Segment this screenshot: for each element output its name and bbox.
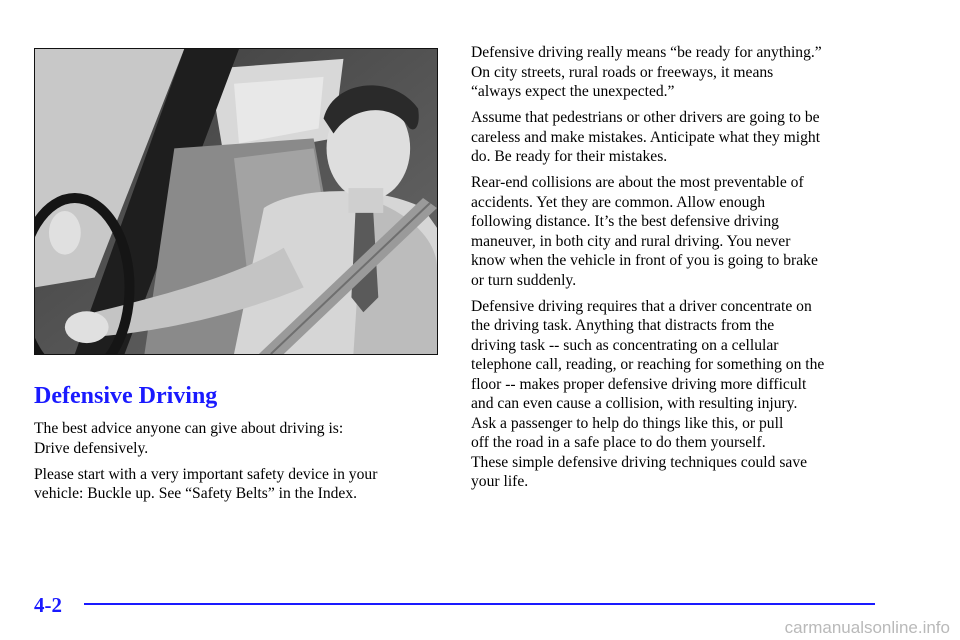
paragraph: Rear-end collisions are about the most preventable of accidents. Yet they are common. Allow enough following distance. It’s the best defensive driving maneuver, in both city and rural driving. You never know when the vehicle in front of you is going to brake or turn suddenly. [471,174,818,289]
paragraph: Defensive driving really means “be ready for anything.” On city streets, rural roads or freeways, it means “always expect the unexpected.” [471,44,822,100]
driver-seatbelt-drawing [35,49,437,354]
paragraph: The best advice anyone can give about driving is: Drive defensively. [34,420,344,457]
section-title: Defensive Driving [34,383,218,409]
footer-divider [84,603,875,605]
page-number: 4-2 [34,593,62,617]
watermark: carmanualsonline.info [784,618,950,637]
paragraph: Defensive driving requires that a driver concentrate on the driving task. Anything that distracts from the driving task -- such as concentrating on a cellular telephone call, reading, or reaching for something on the floor -- makes proper defensive driving more difficult and can even cause a collision, with resulting injury. Ask a passenger to help do things like this, or pull off the road in a safe place to do them yourself. These simple defensive driving techniques could save your life. [471,297,825,490]
right-column [471,43,891,498]
left-column [34,419,444,510]
paragraph: Please start with a very important safety device in your vehicle: Buckle up. See “Safety Belts” in the Index. [34,465,378,502]
paragraph: Assume that pedestrians or other drivers are going to be careless and make mistakes. Anticipate what they might do. Be ready for their mistakes. [471,109,821,165]
driver-illustration [34,48,438,355]
